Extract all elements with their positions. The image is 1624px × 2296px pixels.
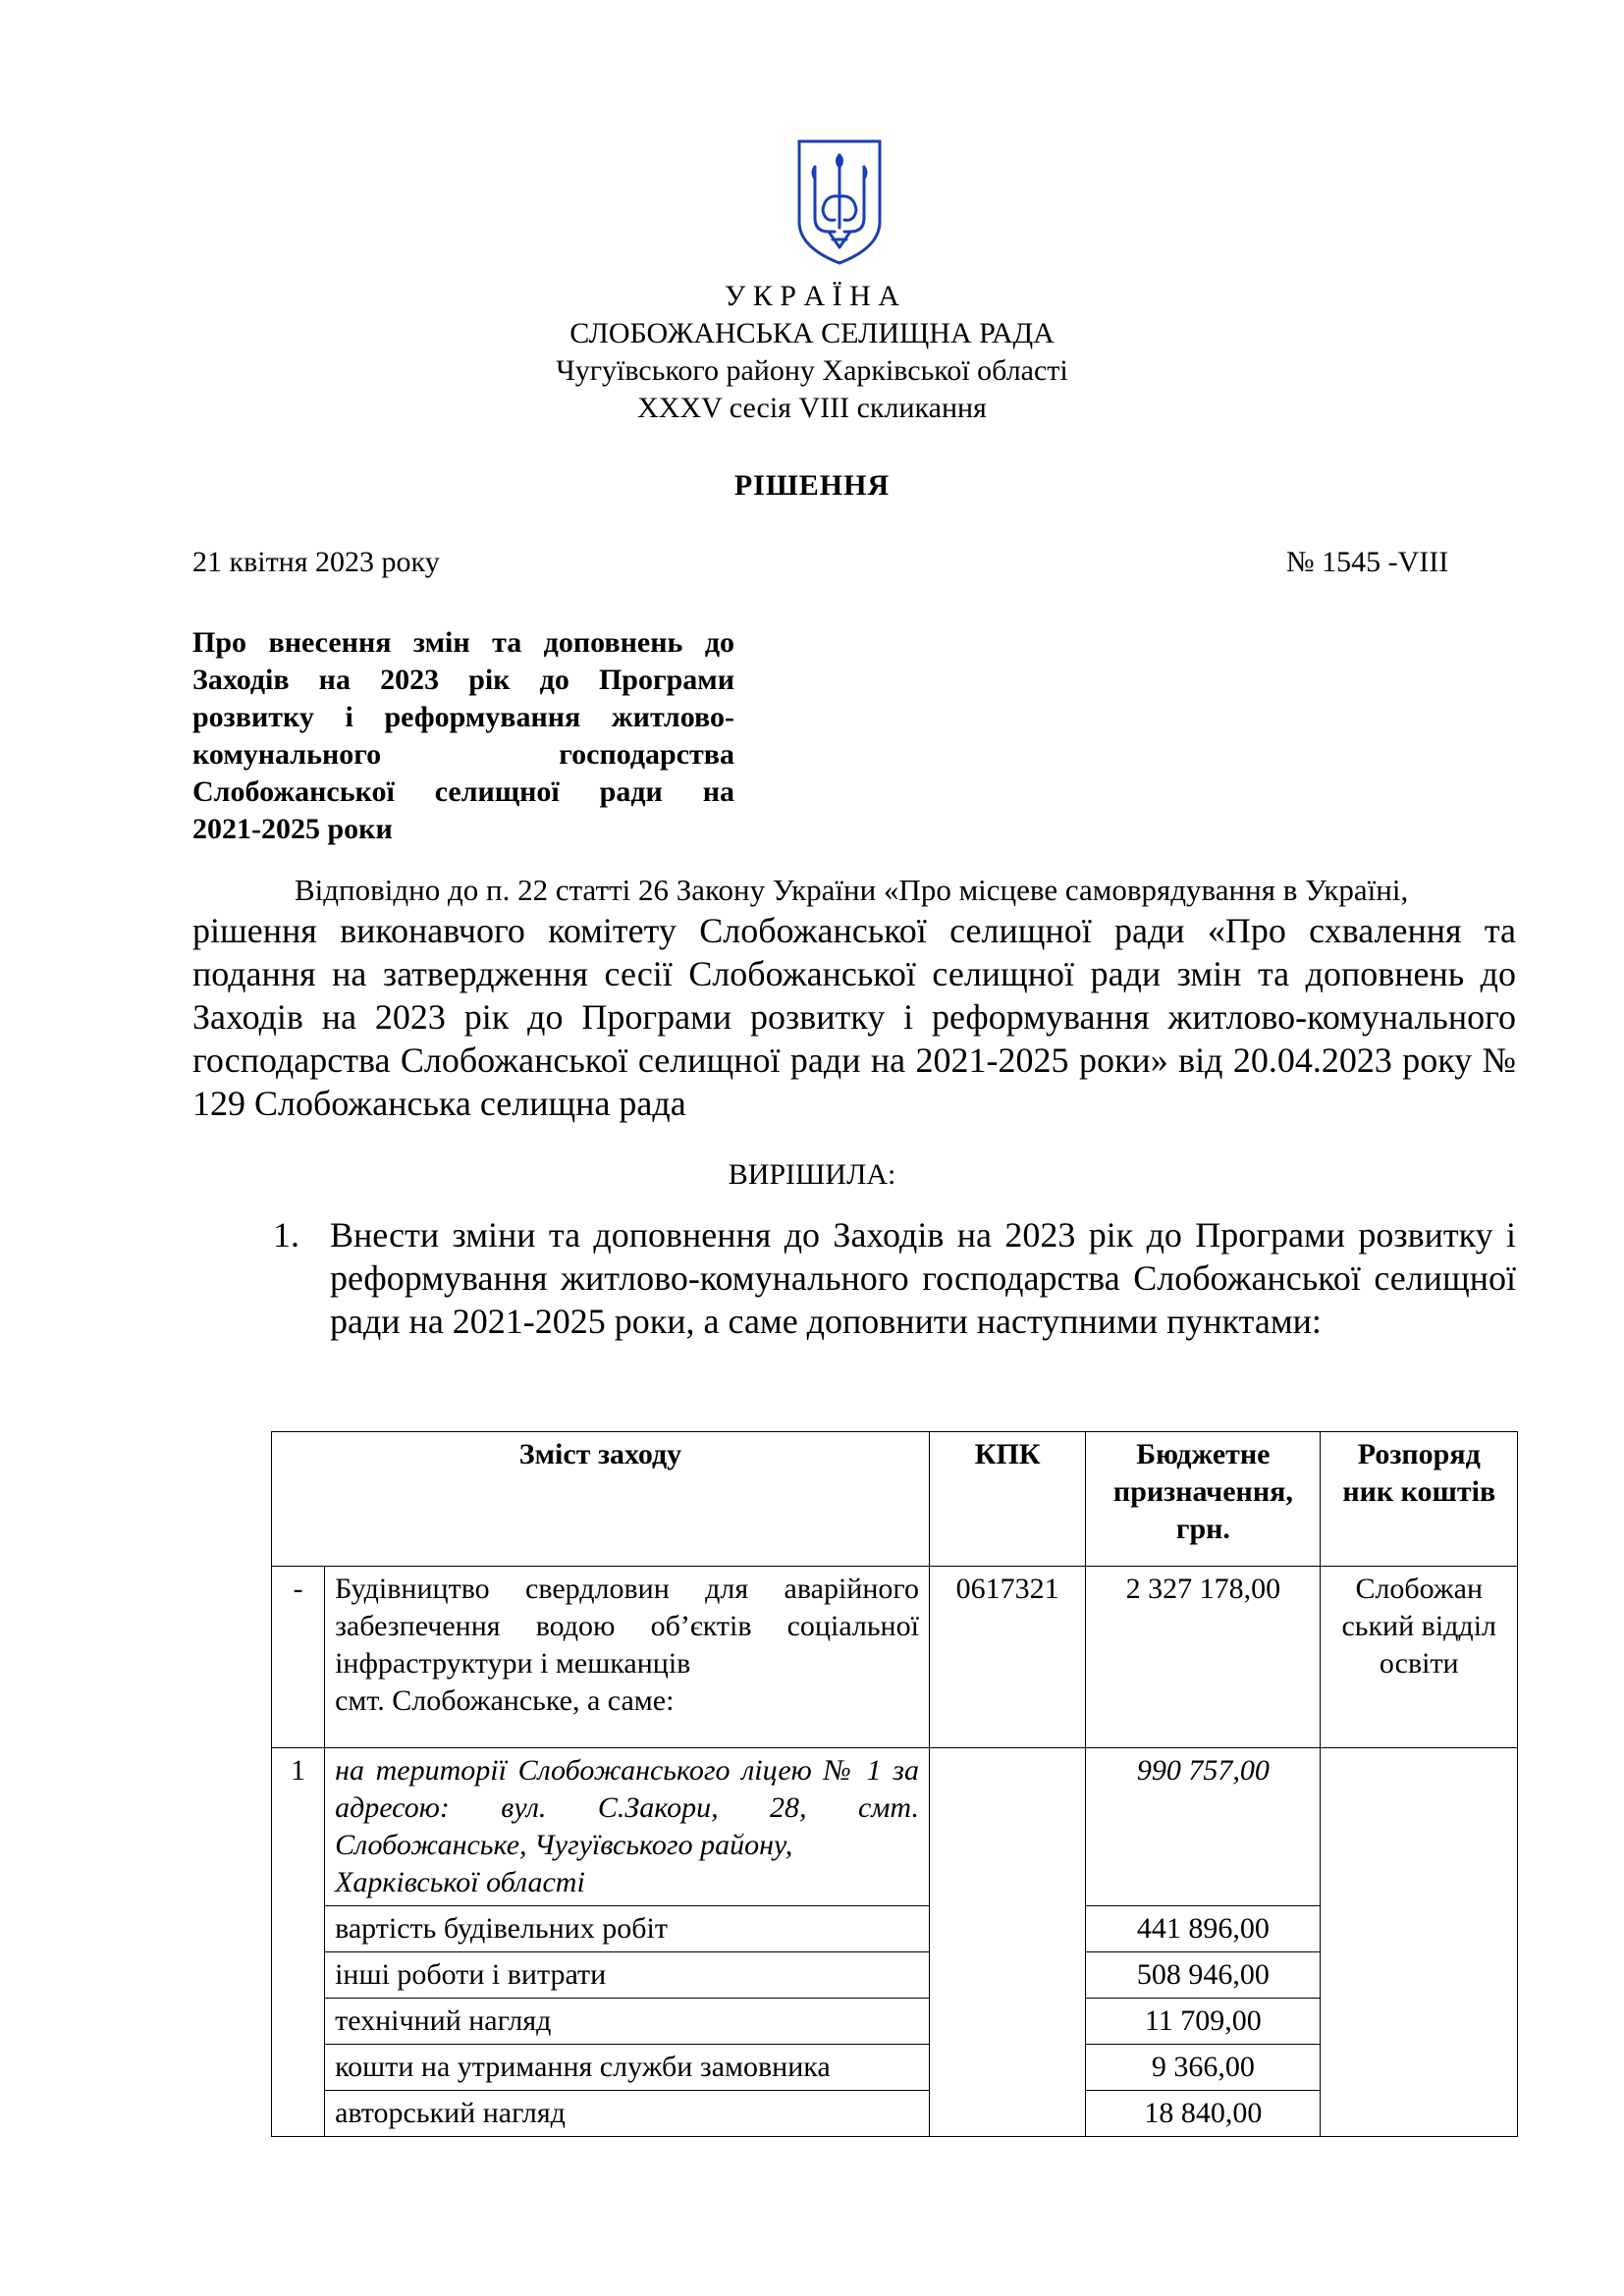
preamble-first-line: Відповідно до п. 22 статті 26 Закону України «Про місцеве самоврядування в Україні,	[295, 873, 1409, 907]
cost-value: 18 840,00	[1086, 2091, 1321, 2137]
cost-label: технічний нагляд	[325, 1999, 930, 2045]
table-row	[272, 1748, 1518, 1906]
subject-line: 2021-2025 роки	[192, 813, 393, 845]
row-kpk: 0617321	[929, 1567, 1085, 1748]
header-kpk: КПК	[929, 1432, 1085, 1567]
row-marker: 1	[272, 1748, 325, 2137]
preamble-text: рішення виконавчого комітету Слобожанської селищної ради «Про схвалення та подання на затвердження сесії Слобожанської селищної ради змін та доповнень до Заходів на 2023 рік до Програми розвитку і реформування житлово-комунального господарства Слобожанської селищної ради на 2021-2025 роки» від 20.04.2023 року № 129 Слобожанська селищна рада	[192, 911, 1516, 1123]
decision-item-number: 1.	[273, 1215, 299, 1255]
ukraine-coat-of-arms-icon	[795, 137, 884, 267]
cost-label: авторський нагляд	[325, 2091, 930, 2137]
row-budget: 990 757,00	[1086, 1748, 1321, 1906]
subject-line: Про внесення змін та доповнень до	[192, 626, 734, 659]
subject-line: розвитку і реформування житлово-	[192, 701, 734, 733]
subject-line: комунального господарства	[192, 738, 734, 771]
table-row	[272, 1567, 1518, 1748]
row-manager-empty	[1321, 1748, 1518, 2137]
row-content	[325, 1567, 930, 1748]
header-budget: Бюджетне призначення, грн.	[1086, 1432, 1321, 1567]
document-type: РІШЕННЯ	[733, 469, 891, 502]
cost-label: інші роботи і витрати	[325, 1952, 930, 1999]
header-council: СЛОБОЖАНСЬКА СЕЛИЩНА РАДА	[569, 317, 1055, 349]
subject-line: Заходів на 2023 рік до Програми	[192, 664, 734, 696]
header-manager: Розпоряд ник коштів	[1321, 1432, 1518, 1567]
row-content-tail: смт. Слобожанське, а саме:	[335, 1684, 675, 1717]
header-content: Зміст заходу	[272, 1432, 930, 1567]
row-content-text: Будівництво свердловин для аварійного забезпечення водою об’єктів соціальної інфраструктури і мешканців	[335, 1573, 919, 1680]
header-district: Чугуївського району Харківської області	[556, 354, 1068, 387]
decided-heading: ВИРІШИЛА:	[728, 1158, 896, 1191]
header-country: У К Р А Ї Н А	[725, 280, 899, 312]
measures-table	[271, 1431, 1518, 2137]
cost-label: вартість будівельних робіт	[325, 1906, 930, 1952]
row-kpk-empty	[929, 1748, 1085, 2137]
cost-value: 441 896,00	[1086, 1906, 1321, 1952]
document-subject	[192, 624, 734, 848]
subject-line: Слобожанської селищної ради на	[192, 775, 734, 808]
decision-item	[273, 1213, 1516, 1343]
table-header-row	[272, 1432, 1518, 1567]
cost-label: кошти на утримання служби замовника	[325, 2045, 930, 2091]
cost-value: 508 946,00	[1086, 1952, 1321, 1999]
header-session: XXXV сесія VIII скликання	[637, 392, 987, 424]
row-manager: Слобожан ський відділ освіти	[1321, 1567, 1518, 1748]
document-number: № 1545 -VIII	[1286, 546, 1449, 578]
decision-item-text: Внести зміни та доповнення до Заходів на 2023 рік до Програми розвитку і реформування житлово-комунального господарства Слобожанської селищної ради на 2021-2025 роки, а саме доповнити наступними пунктами:	[330, 1215, 1516, 1341]
cost-value: 11 709,00	[1086, 1999, 1321, 2045]
cost-value: 9 366,00	[1086, 2045, 1321, 2091]
document-date: 21 квітня 2023 року	[192, 546, 440, 578]
row-content	[325, 1748, 930, 1906]
preamble	[192, 872, 1516, 1125]
row-budget: 2 327 178,00	[1086, 1567, 1321, 1748]
row-content-tail: Харківської області	[335, 1866, 585, 1898]
row-marker: -	[272, 1567, 325, 1748]
row-content-text: на території Слобожанського ліцею № 1 за адресою: вул. С.Закори, 28, смт. Слобожанське, Чугуївського району,	[335, 1754, 919, 1861]
